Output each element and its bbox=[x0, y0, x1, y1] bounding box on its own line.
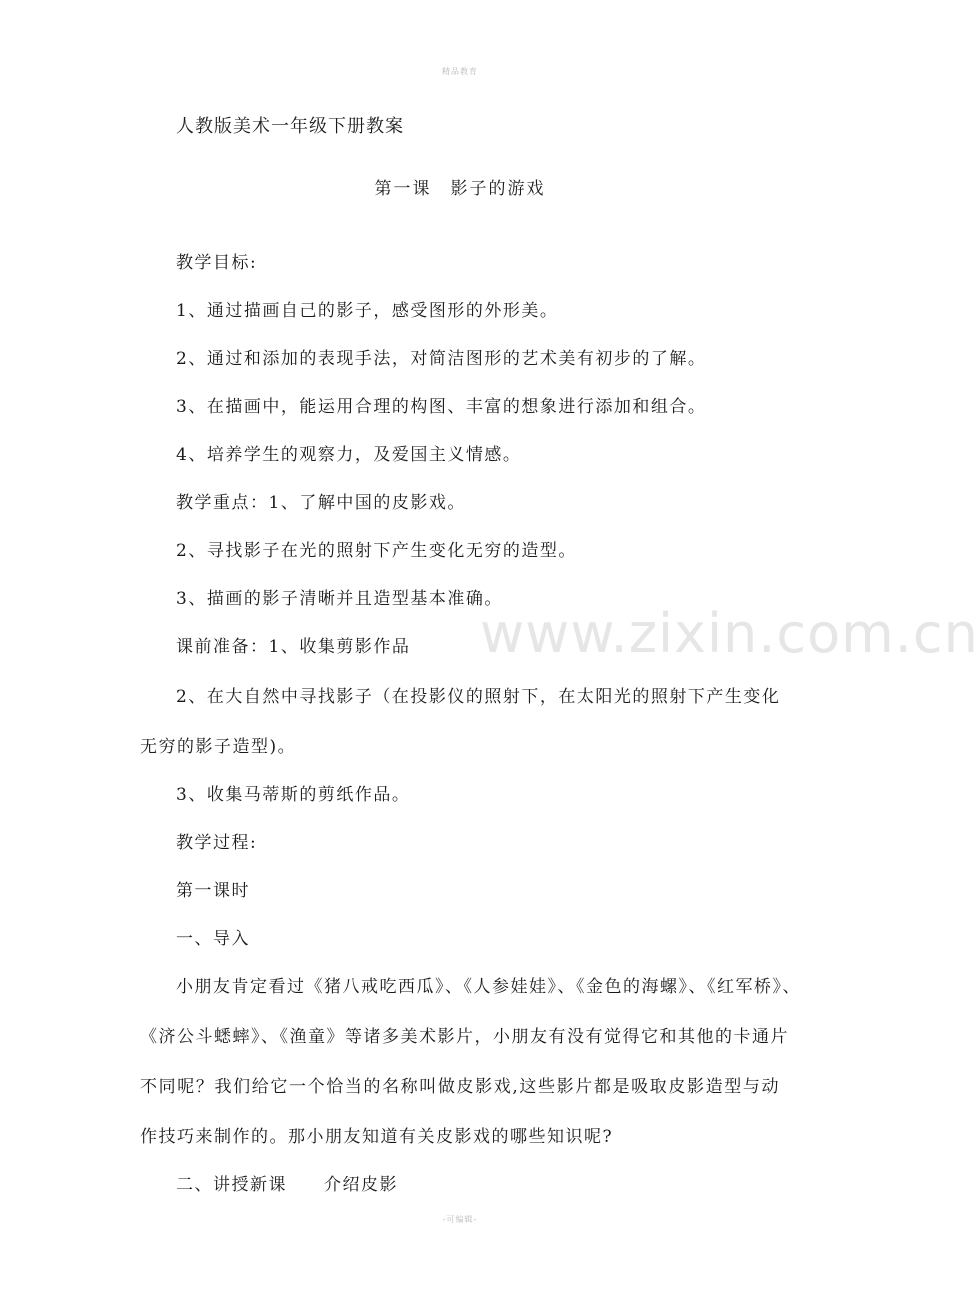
objective-item: 4、培养学生的观察力，及爱国主义情感。 bbox=[176, 445, 522, 465]
preparation-item-continued: 无穷的影子造型)。 bbox=[140, 737, 297, 757]
paragraph-line: 小朋友肯定看过《猪八戒吃西瓜》、《人参娃娃》、《金色的海螺》、《红军桥》、 bbox=[176, 977, 801, 997]
paragraph-line: 《济公斗蟋蟀》、《渔童》等诸多美术影片，小朋友有没有觉得它和其他的卡通片 bbox=[140, 1027, 789, 1047]
section-heading-process: 教学过程: bbox=[176, 833, 258, 853]
document-title: 人教版美术一年级下册教案 bbox=[176, 116, 404, 137]
key-point-item: 2、寻找影子在光的照射下产生变化无穷的造型。 bbox=[176, 541, 577, 561]
lesson-period-heading: 第一课时 bbox=[176, 881, 250, 901]
paragraph-line: 作技巧来制作的。那小朋友知道有关皮影戏的哪些知识呢? bbox=[140, 1127, 614, 1147]
preparation-item: 3、收集马蒂斯的剪纸作品。 bbox=[176, 785, 411, 805]
preparation-item: 2、在大自然中寻找影子（在投影仪的照射下，在太阳光的照射下产生变化 bbox=[176, 687, 781, 707]
watermark: www.zixin.com.cn bbox=[480, 602, 979, 665]
page-header: 精品教育 bbox=[442, 67, 478, 76]
step-heading-new-lesson: 二、讲授新课 介绍皮影 bbox=[176, 1175, 398, 1195]
preparation-item: 课前准备：1、收集剪影作品 bbox=[176, 637, 411, 657]
paragraph-line: 不同呢？我们给它一个恰当的名称叫做皮影戏,这些影片都是吸取皮影造型与动 bbox=[140, 1077, 780, 1097]
section-heading-objectives: 教学目标: bbox=[176, 253, 258, 273]
step-heading-intro: 一、导入 bbox=[176, 929, 250, 949]
objective-item: 3、在描画中，能运用合理的构图、丰富的想象进行添加和组合。 bbox=[176, 397, 707, 417]
key-point-item: 3、描画的影子清晰并且造型基本准确。 bbox=[176, 589, 503, 609]
objective-item: 1、通过描画自己的影子，感受图形的外形美。 bbox=[176, 301, 559, 321]
objective-item: 2、通过和添加的表现手法，对简洁图形的艺术美有初步的了解。 bbox=[176, 349, 707, 369]
page-footer: -可编辑- bbox=[442, 1215, 478, 1224]
key-point-item: 教学重点：1、了解中国的皮影戏。 bbox=[176, 493, 466, 513]
lesson-title: 第一课 影子的游戏 bbox=[374, 179, 546, 199]
